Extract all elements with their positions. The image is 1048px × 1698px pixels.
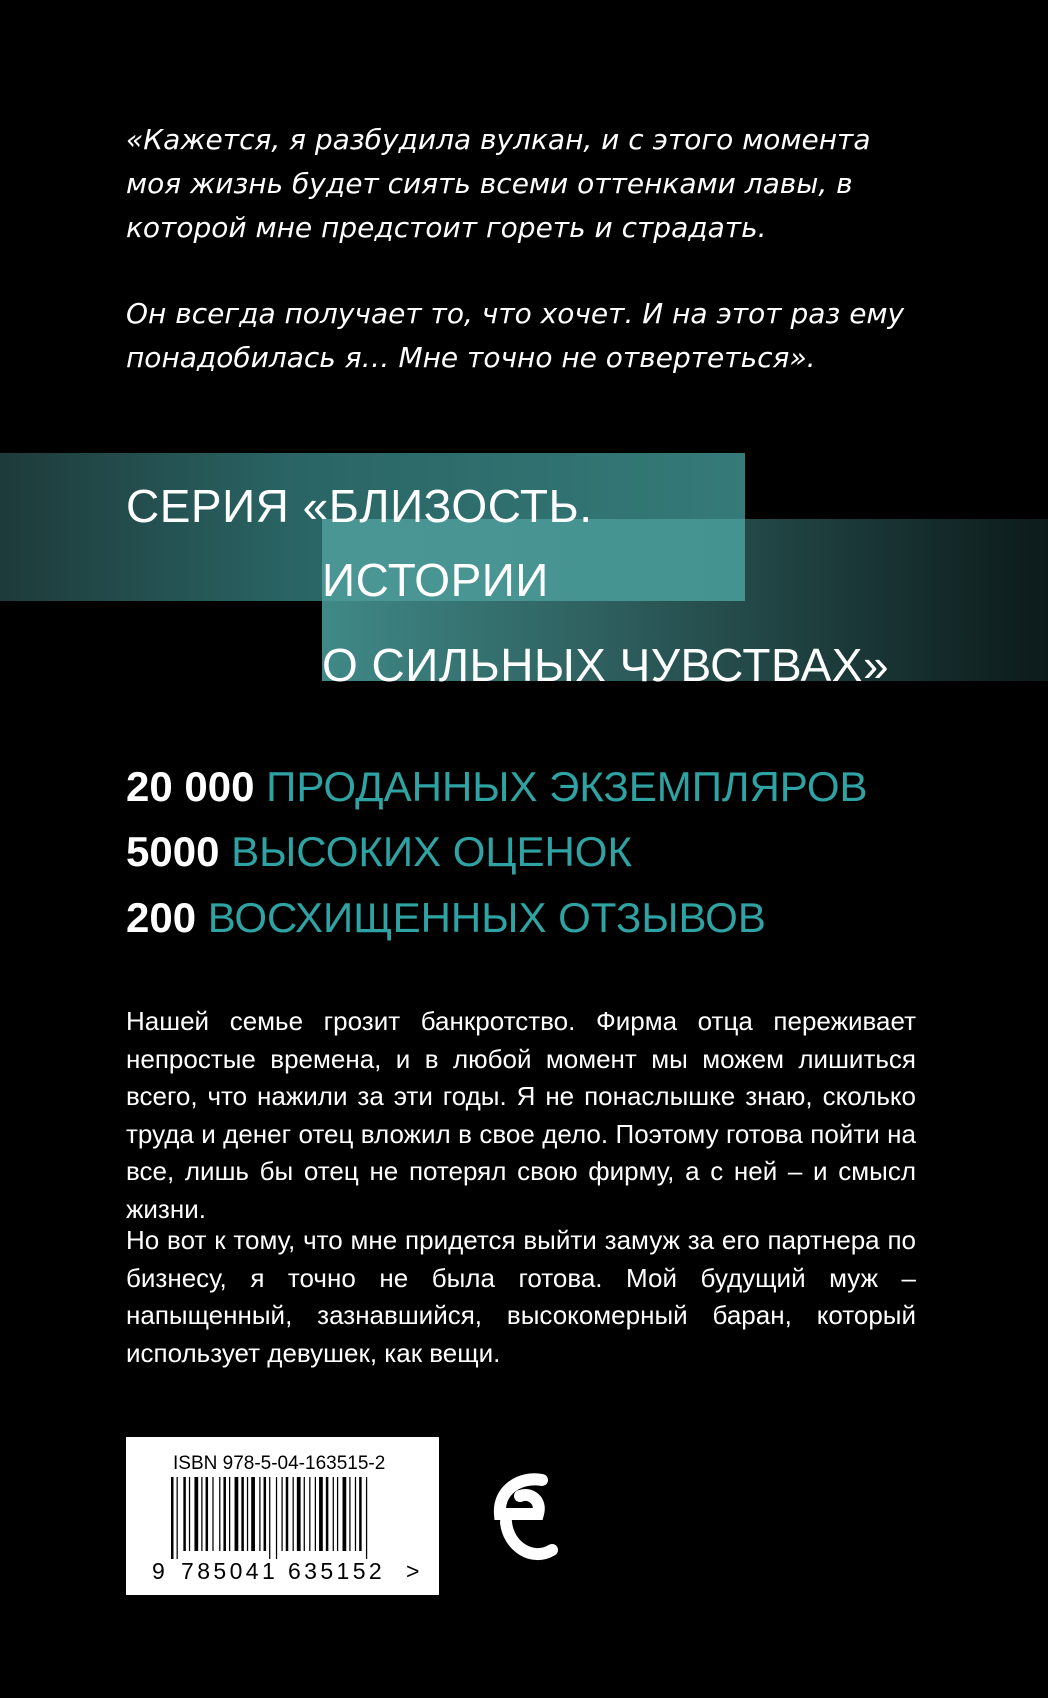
barcode-bar (235, 1477, 239, 1551)
stat-high-ratings (126, 827, 632, 877)
stat-reviews (126, 893, 766, 943)
barcode-bars (171, 1477, 397, 1559)
barcode-bar (264, 1477, 267, 1551)
barcode-bar (259, 1477, 260, 1551)
barcode-bar (201, 1477, 202, 1551)
barcode-bar (229, 1477, 230, 1551)
barcode-bar (183, 1477, 186, 1551)
barcode-label (126, 1437, 439, 1595)
barcode-bar (333, 1477, 334, 1551)
barcode-bar (309, 1477, 310, 1551)
series-title-line-1: СЕРИЯ «БЛИЗОСТЬ. (126, 480, 593, 532)
barcode-bar (177, 1477, 178, 1559)
barcode-bar (319, 1477, 323, 1551)
barcode-bar (247, 1477, 248, 1551)
barcode-first-digit: 9 (152, 1558, 165, 1584)
barcode-bar (337, 1477, 338, 1551)
barcode-digits: 785041 635152 (181, 1558, 386, 1584)
barcode-bar (366, 1477, 367, 1559)
series-title-line-3: О СИЛЬНЫХ ЧУВСТВАХ» (322, 639, 890, 691)
barcode-bar (223, 1477, 226, 1551)
barcode-bar (269, 1477, 270, 1559)
barcode-bar (349, 1477, 350, 1551)
barcode-bar (297, 1477, 301, 1551)
barcode-bar (281, 1477, 282, 1551)
stat-label: ВОСХИЩЕННЫХ ОТЗЫВОВ (207, 894, 766, 941)
description-paragraph-2: Но вот к тому, что мне придется выйти замуж за его партнера по бизнесу, я точно не была готова. Мой будущий муж – напыщенный, зазнавшийся, высокомерный баран, который использует девушек, как вещи. (126, 1225, 916, 1368)
stat-copies-sold (126, 762, 868, 812)
barcode-bar (189, 1477, 190, 1551)
stat-number: 200 (126, 894, 197, 941)
barcode-bar (359, 1477, 362, 1551)
barcode-bar (286, 1477, 289, 1551)
barcode-bar (194, 1477, 198, 1551)
barcode-bar (293, 1477, 294, 1551)
barcode-bar (355, 1477, 356, 1551)
quote-paragraph-2: Он всегда получает то, что хочет. И на этот раз ему понадобилась я… Мне точно не отвертеться». (126, 297, 905, 374)
barcode-bar (315, 1477, 316, 1551)
isbn-text: ISBN 978-5-04-163515-2 (173, 1453, 386, 1474)
quote-paragraph-1: «Кажется, я разбудила вулкан, и с этого момента моя жизнь будет сиять всеми оттенками лавы, в которой мне предстоит гореть и страдать. (126, 123, 871, 244)
eksmo-logo-icon (490, 1470, 562, 1570)
barcode-bar (343, 1477, 347, 1551)
barcode-bar (171, 1477, 174, 1559)
barcode-arrow: > (406, 1558, 420, 1584)
barcode-bar (212, 1477, 213, 1551)
barcode-bar (326, 1477, 329, 1551)
barcode-bar (304, 1477, 305, 1551)
barcode-bar (276, 1477, 277, 1559)
barcode-bar (251, 1477, 255, 1551)
stat-label: ВЫСОКИХ ОЦЕНОК (231, 828, 632, 875)
barcode-bar (219, 1477, 220, 1551)
stat-label: ПРОДАННЫХ ЭКЗЕМПЛЯРОВ (266, 763, 868, 810)
description-paragraph-1: Нашей семье грозит банкротство. Фирма отца переживает непростые времена, и в любой момент мы можем лишиться всего, что нажили за эти годы. Я не понаслышке знаю, сколько труда и денег отец вложил в свое дело. Поэтому готова пойти на все, лишь бы отец не потерял свою фирму, а с ней – и смысл жизни. (126, 1006, 916, 1224)
stat-number: 5000 (126, 828, 220, 875)
stat-number: 20 000 (126, 763, 255, 810)
series-title-line-2: ИСТОРИИ (322, 554, 549, 606)
barcode-bar (206, 1477, 209, 1551)
barcode-bar (241, 1477, 244, 1551)
